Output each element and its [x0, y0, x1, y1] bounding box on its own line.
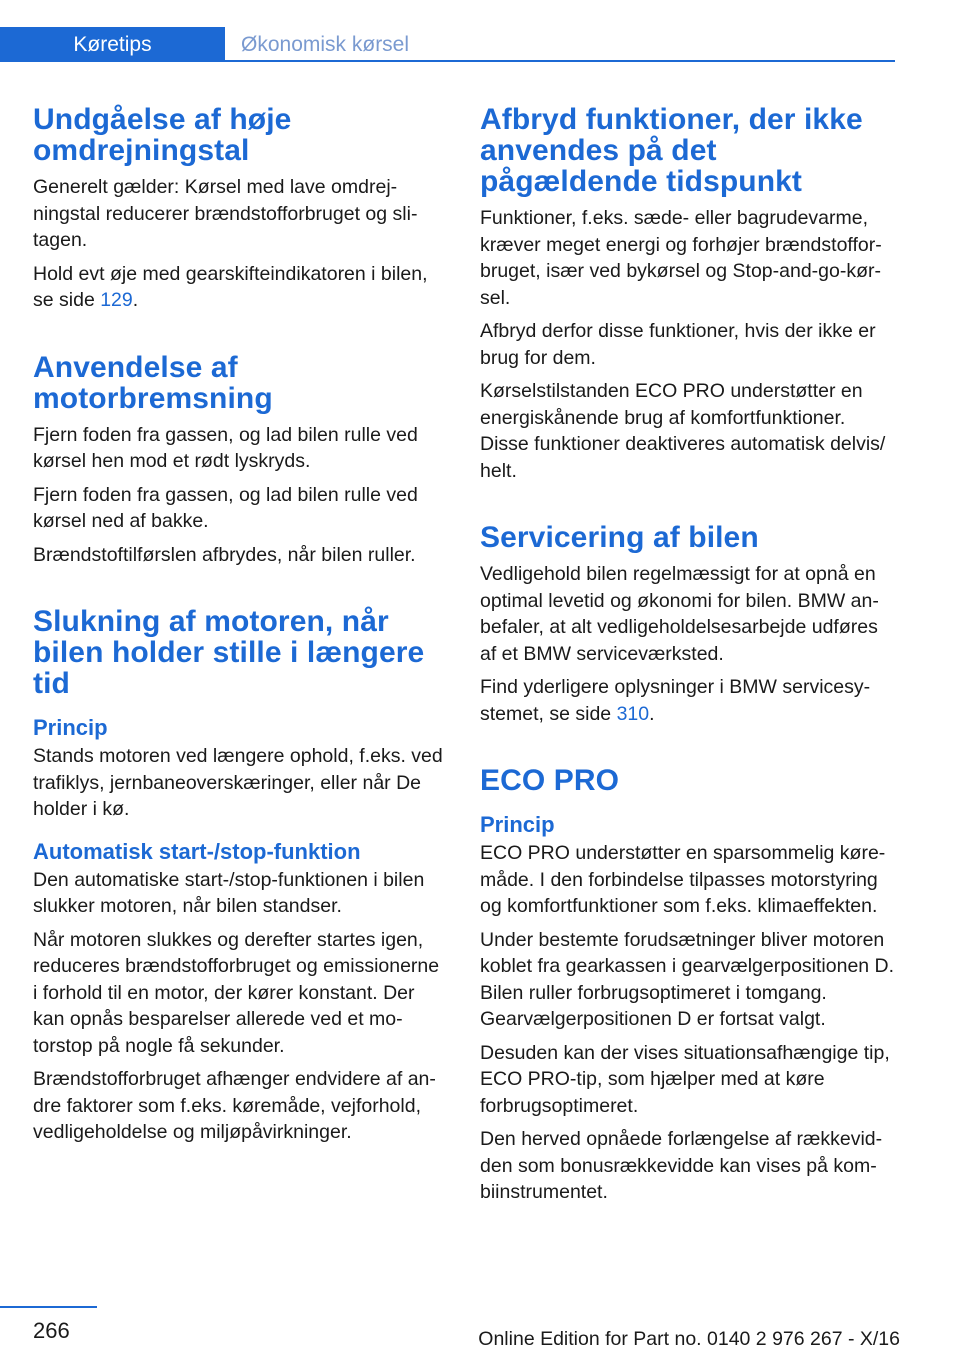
- paragraph-with-link: [33, 261, 448, 314]
- paragraph: Når motoren slukkes og derefter startes igen, reduceres brændstofforbruget og emissionerne i forhold til en motor, der kører konstant. Der kan opnås besparelser allerede ved et motorstop på nogle få sekunder.: [33, 928, 440, 1057]
- subheading-principle: Princip: [480, 812, 555, 837]
- paragraph: ECO PRO understøtter en sparsommelig køremåde. I den forbindelse tilpasses motorstyring og komfortfunktioner som f.eks. klimaeffekten.: [480, 842, 886, 917]
- paragraph: Fjern foden fra gassen, og lad bilen rulle ved kørsel hen mod et rødt lyskryds.: [33, 423, 418, 472]
- right-column: [480, 104, 895, 1206]
- header-divider: [225, 60, 895, 62]
- section-title-engine-off: Slukning af motoren, når bilen holder stille i længere tid: [33, 605, 425, 700]
- paragraph: Fjern foden fra gassen, og lad bilen rulle ved kørsel ned af bakke.: [33, 483, 418, 532]
- paragraph: Vedligehold bilen regelmæssigt for at opnå en optimal levetid og økonomi for bilen. BMW anbefaler, at alt vedligeholdelsesarbejde udføres af et BMW serviceværksted.: [480, 563, 879, 665]
- section-title-high-rpm: Undgåelse af høje omdrejningstal: [33, 103, 292, 167]
- paragraph: Generelt gælder: Kørsel med lave omdrejningstal reducerer brændstofforbruget og slitagen.: [33, 176, 418, 251]
- section-title-switch-off-functions: Afbryd funktioner, der ikke anvendes på det pågældende tidspunkt: [480, 103, 863, 198]
- paragraph: Den automatiske start-/stop-funktionen i bilen slukker motoren, når bilen standser.: [33, 868, 425, 917]
- section-title-servicing: Servicering af bilen: [480, 521, 759, 554]
- chapter-tab[interactable]: Køretips: [0, 27, 225, 62]
- paragraph: Funktioner, f.eks. sæde- eller bagrudevarme, kræver meget energi og forhøjer brændstofforbruget, især ved bykørsel og Stop-and-go-kørsel.: [480, 207, 882, 309]
- footer-divider: [0, 1306, 97, 1308]
- paragraph-with-link: [480, 674, 895, 727]
- paragraph: Brændstoftilførslen afbrydes, når bilen ruller.: [33, 543, 416, 566]
- page-header: [0, 0, 960, 62]
- subheading-auto-start-stop: Automatisk start-/stop-funktion: [33, 838, 361, 864]
- section-tab[interactable]: Økonomisk kørsel: [241, 32, 410, 56]
- paragraph: Stands motoren ved længere ophold, f.eks. ved trafiklys, jernbaneoverskæringer, eller når De holder i kø.: [33, 745, 443, 820]
- paragraph: Kørselstilstanden ECO PRO understøtter en energiskånende brug af komfortfunktioner. Disse funktioner deaktiveres automatisk delvis/ helt.: [480, 380, 886, 482]
- section-title-engine-braking: Anvendelse af motorbremsning: [33, 350, 273, 415]
- subheading-principle: Princip: [33, 715, 108, 740]
- paragraph: Desuden kan der vises situationsafhængige tip, ECO PRO-tip, som hjælper med at køre forbrugsoptimeret.: [480, 1041, 890, 1117]
- text: .: [649, 702, 655, 725]
- page-link-129[interactable]: 129: [100, 289, 133, 311]
- page-number: 266: [33, 1318, 70, 1343]
- page-link-310[interactable]: 310: [616, 702, 650, 725]
- section-title-eco-pro: ECO PRO: [480, 764, 620, 797]
- paragraph: Under bestemte forudsætninger bliver motoren koblet fra gearkassen i gearvælgerpositionen D. Bilen ruller forbrugsoptimeret i tomgang. Gearvælgerpositionen D er fortsat valgt.: [480, 928, 895, 1030]
- text: .: [132, 289, 139, 311]
- paragraph: Den herved opnåede forlængelse af rækkevidden som bonusrækkevidde kan vises på kombiinstrumentet.: [480, 1128, 883, 1203]
- left-column: [33, 104, 448, 1146]
- paragraph: Afbryd derfor disse funktioner, hvis der ikke er brug for dem.: [480, 320, 876, 369]
- edition-note: Online Edition for Part no. 0140 2 976 267 - X/16: [478, 1328, 900, 1350]
- text: Hold evt øje med gearskifteindikatoren i bilen, se side: [33, 262, 428, 311]
- text: Find yderligere oplysninger i BMW servicesystemet, se side: [480, 676, 871, 725]
- paragraph: Brændstofforbruget afhænger endvidere af andre faktorer som f.eks. køremåde, vejforhold, vedligeholdelse og miljøpåvirkninger.: [33, 1068, 436, 1143]
